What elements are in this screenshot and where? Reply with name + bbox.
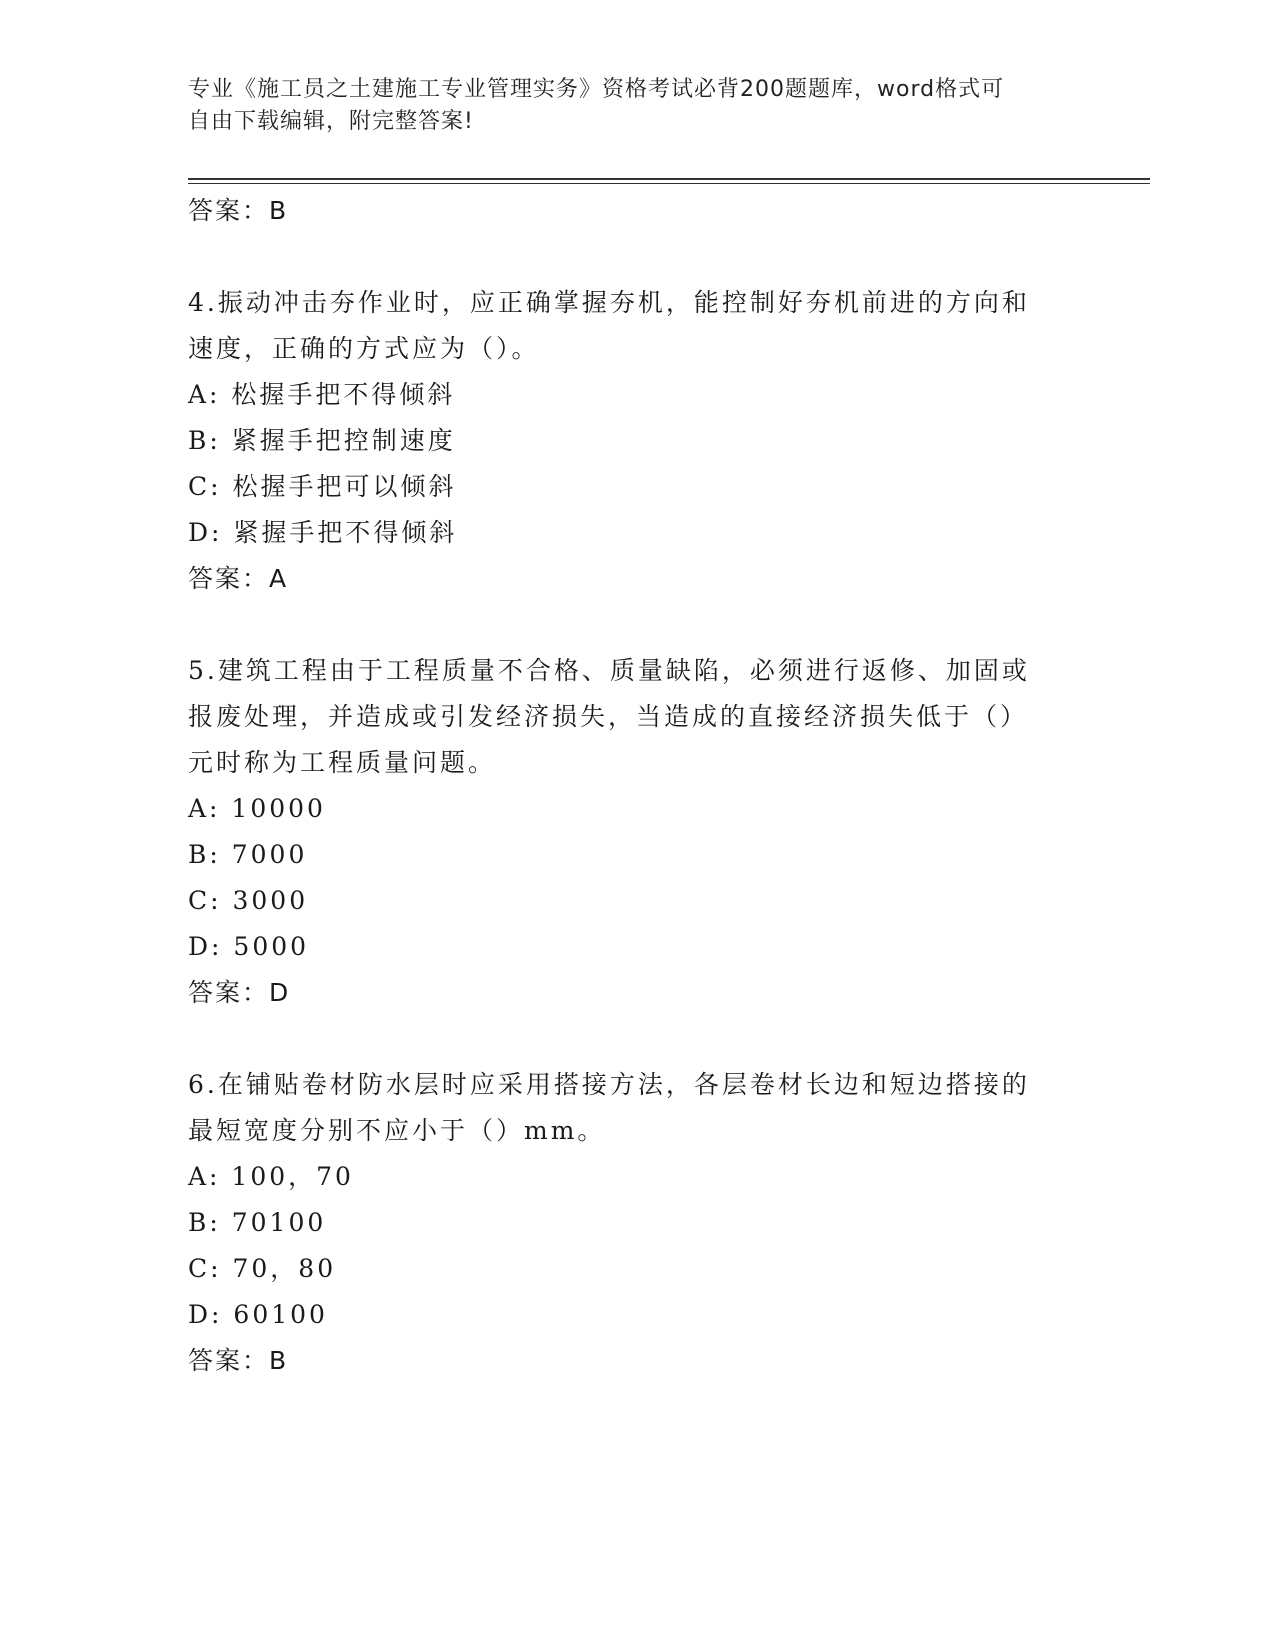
question-5-option-c: C: 3000 [188, 886, 309, 915]
document-header [188, 74, 1078, 138]
question-4-option-d: D: 紧握手把不得倾斜 [188, 518, 458, 547]
spacer [188, 602, 1068, 648]
question-6-option-a: A: 100，70 [188, 1162, 354, 1191]
header-rule-thick [188, 178, 1150, 180]
question-5 [188, 648, 1068, 1016]
header-line-2: 自由下载编辑，附完整答案! [188, 109, 474, 134]
question-5-stem-line-3: 元时称为工程质量问题。 [188, 748, 497, 777]
question-5-option-a: A: 10000 [188, 794, 326, 823]
question-6-stem-line-2: 最短宽度分别不应小于（）mm。 [188, 1116, 606, 1145]
question-list [188, 188, 1068, 1384]
question-5-stem-line-1: 5.建筑工程由于工程质量不合格、质量缺陷，必须进行返修、加固或 [188, 656, 1030, 685]
question-4-stem-line-2: 速度，正确的方式应为（）。 [188, 334, 540, 363]
header-rule-thin [188, 183, 1150, 184]
question-6-option-d: D: 60100 [188, 1300, 328, 1329]
question-4-option-b: B: 紧握手把控制速度 [188, 426, 456, 455]
question-4-stem-line-1: 4.振动冲击夯作业时，应正确掌握夯机，能控制好夯机前进的方向和 [188, 288, 1030, 317]
question-4-option-c: C: 松握手把可以倾斜 [188, 472, 457, 501]
question-6-answer: 答案：B [188, 1346, 289, 1375]
spacer [188, 234, 1068, 280]
header-line-1: 专业《施工员之土建施工专业管理实务》资格考试必背200题题库，word格式可 [188, 77, 1005, 102]
question-4-option-a: A: 松握手把不得倾斜 [188, 380, 456, 409]
question-6 [188, 1062, 1068, 1384]
question-5-stem-line-2: 报废处理，并造成或引发经济损失，当造成的直接经济损失低于（） [188, 702, 1029, 731]
question-5-answer: 答案：D [188, 978, 291, 1007]
question-5-option-d: D: 5000 [188, 932, 310, 961]
answer-previous: 答案：B [188, 196, 289, 225]
spacer [188, 1016, 1068, 1062]
question-6-option-c: C: 70，80 [188, 1254, 337, 1283]
question-4 [188, 280, 1068, 602]
question-6-option-b: B: 70100 [188, 1208, 327, 1237]
question-5-option-b: B: 7000 [188, 840, 308, 869]
question-4-answer: 答案：A [188, 564, 289, 593]
question-6-stem-line-1: 6.在铺贴卷材防水层时应采用搭接方法，各层卷材长边和短边搭接的 [188, 1070, 1030, 1099]
